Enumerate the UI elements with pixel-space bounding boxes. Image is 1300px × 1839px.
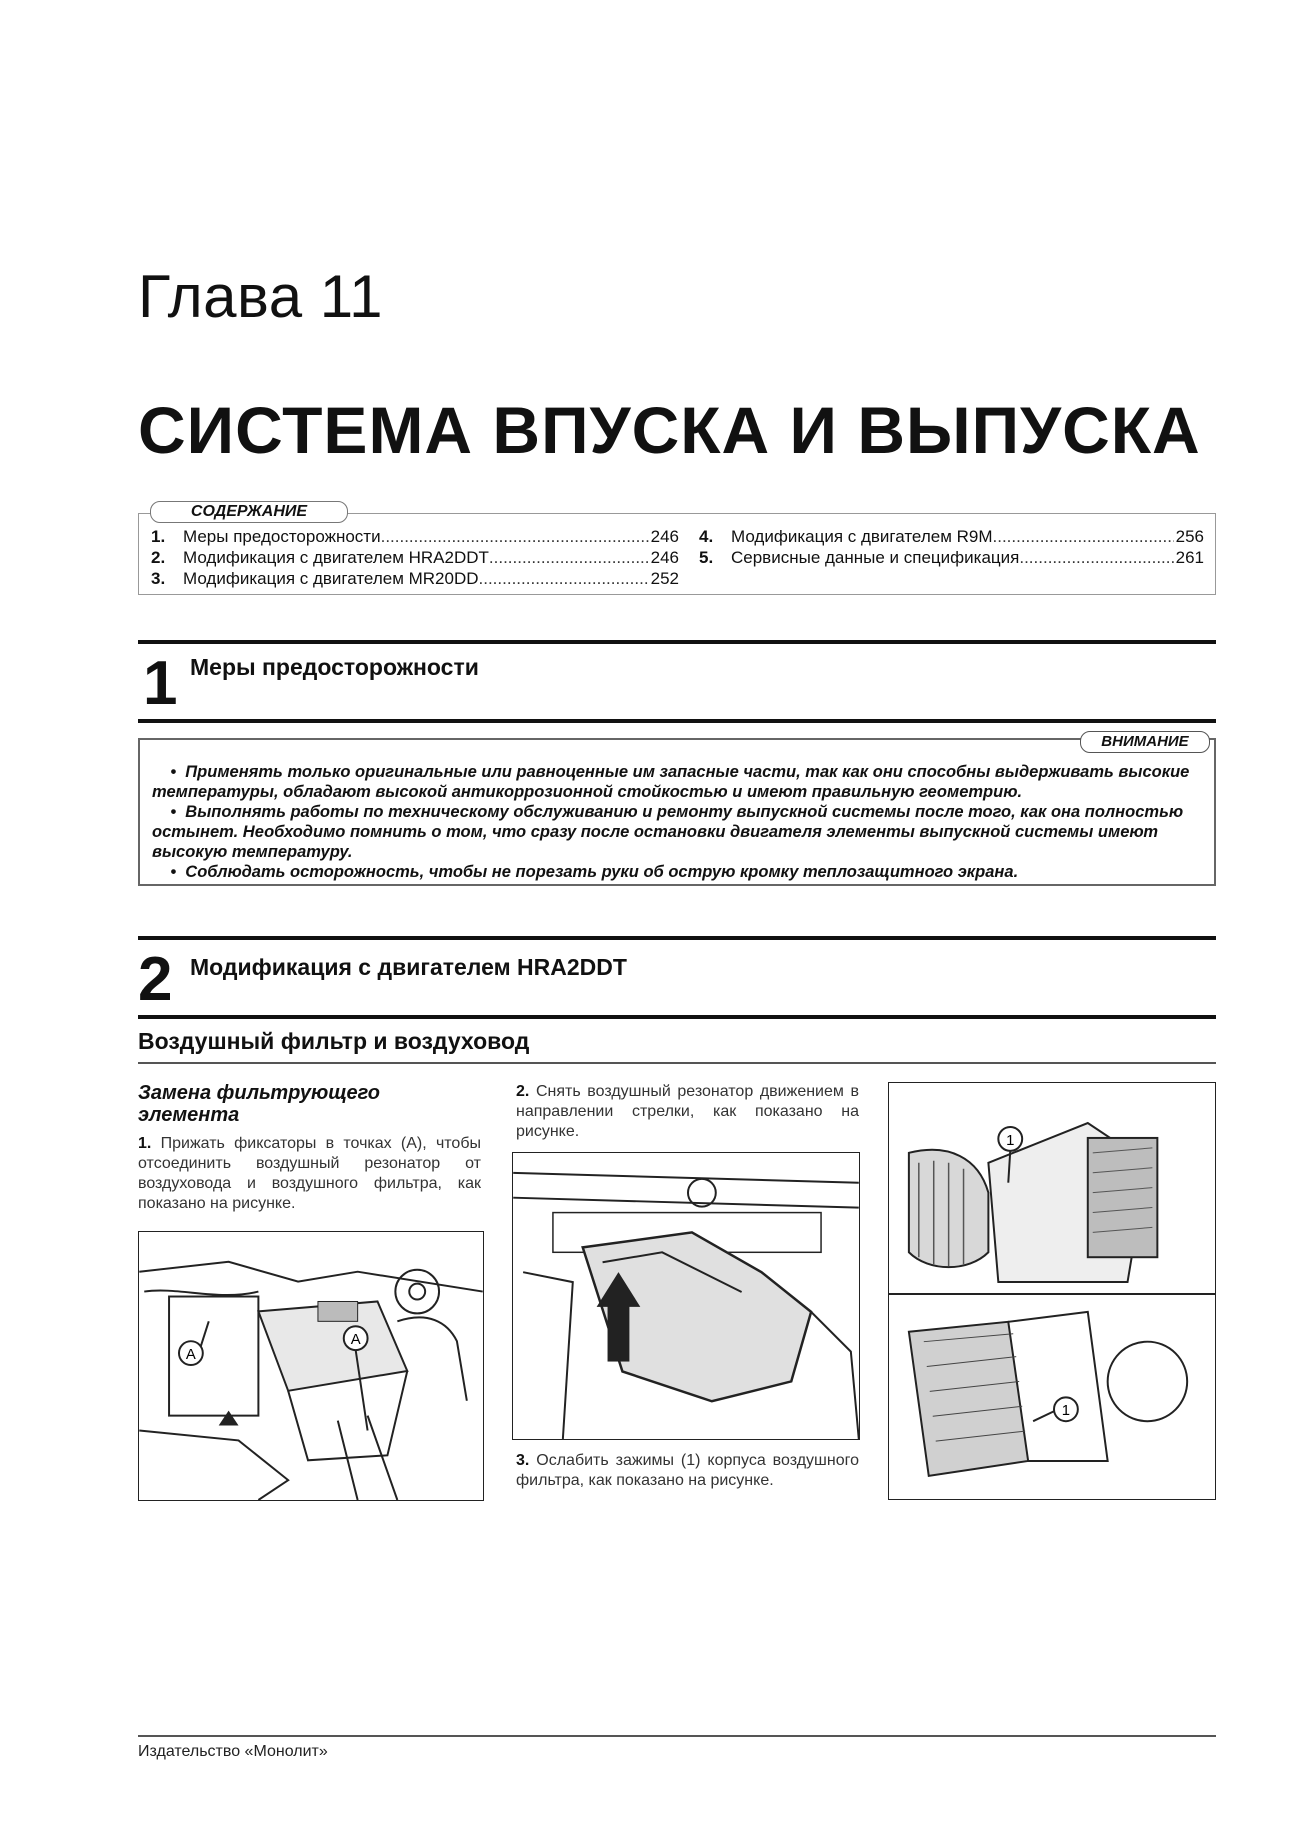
step-1: 1. Прижать фиксаторы в точках (А), чтобы отсоединить воздушный резонатор от воздуховода и воздушного фильтра, как показано на рисунке. bbox=[138, 1135, 481, 1212]
toc-item[interactable]: 3. Модификация с двигателем MR20DD ..... 252 bbox=[151, 568, 679, 589]
toc-column-right bbox=[699, 526, 1204, 568]
toc-item[interactable]: 5. Сервисные данные и спецификация ..... 261 bbox=[699, 547, 1204, 568]
section-title: Модификация с двигателем HRA2DDT bbox=[190, 954, 627, 980]
subsection-rule bbox=[138, 1062, 1216, 1064]
callout-1-label: 1 bbox=[1006, 1132, 1015, 1149]
footer-rule bbox=[138, 1735, 1216, 1737]
section-number: 2 bbox=[138, 945, 173, 1014]
figure-resonator-clips bbox=[138, 1231, 484, 1501]
section-rule bbox=[138, 1015, 1216, 1019]
callout-a-label: A bbox=[185, 1347, 196, 1364]
section-number: 1 bbox=[143, 649, 178, 718]
figure-drawing bbox=[139, 1232, 483, 1500]
toc-item[interactable]: 2. Модификация с двигателем HRA2DDT ..... 246 bbox=[151, 547, 679, 568]
chapter-number: Глава 11 bbox=[138, 263, 384, 330]
warning-item: Выполнять работы по техническому обслуживанию и ремонту выпускной системы после того, как она полностью остынет. Необходимо помнить о том, что сразу после остановки двигателя элементы выпускной системы имеют высокую температуру. bbox=[152, 803, 1184, 861]
callout-a-label: A bbox=[350, 1332, 361, 1349]
section-title: Меры предосторожности bbox=[190, 654, 479, 680]
section-rule bbox=[138, 640, 1216, 644]
warning-text: • Применять только оригинальные или равноценные им запасные части, так как они способны выдерживать высокие температуры, обладают высокой антикоррозионной стойкостью и имеют правильную геометрию. • Выполнять работы по техническому обслуживанию и ремонту выпускной системы после того, как она полностью остынет. Необходимо помнить о том, что сразу после остановки двигателя элементы выпускной системы имеют высокую температуру. • Соблюдать осторожность, чтобы не порезать руки об острую кромку теплозащитного экрана. bbox=[152, 763, 1190, 881]
figure-resonator-removal bbox=[512, 1152, 860, 1440]
chapter-title: СИСТЕМА ВПУСКА И ВЫПУСКА bbox=[138, 393, 1201, 467]
section-rule bbox=[138, 719, 1216, 723]
procedure-heading: Замена фильтрующего элемента bbox=[138, 1082, 381, 1126]
callout-1-label: 1 bbox=[1061, 1403, 1071, 1420]
figure-drawing bbox=[889, 1083, 1215, 1499]
warning-box bbox=[138, 738, 1216, 886]
warning-item: Применять только оригинальные или равноценные им запасные части, так как они способны выдерживать высокие температуры, обладают высокой антикоррозионной стойкостью и имеют правильную геометрию. bbox=[152, 763, 1190, 801]
step-2: 2. Снять воздушный резонатор движением в направлении стрелки, как показано на рисунке. bbox=[516, 1083, 859, 1140]
section-rule bbox=[138, 936, 1216, 940]
warning-label: ВНИМАНИЕ bbox=[1080, 731, 1210, 753]
figure-airbox-clamps bbox=[888, 1082, 1216, 1500]
publisher-footer: Издательство «Монолит» bbox=[138, 1743, 328, 1760]
toc-item[interactable]: 4. Модификация с двигателем R9M ..... 256 bbox=[699, 526, 1204, 547]
subsection-title: Воздушный фильтр и воздуховод bbox=[138, 1028, 530, 1054]
toc-column-left bbox=[151, 526, 679, 589]
toc-item[interactable]: 1. Меры предосторожности ..... 246 bbox=[151, 526, 679, 547]
toc-box bbox=[138, 513, 1216, 595]
step-3: 3. Ослабить зажимы (1) корпуса воздушного фильтра, как показано на рисунке. bbox=[516, 1452, 859, 1489]
figure-drawing bbox=[513, 1153, 859, 1439]
toc-label: СОДЕРЖАНИЕ bbox=[150, 501, 348, 523]
warning-item: Соблюдать осторожность, чтобы не порезать руки об острую кромку теплозащитного экрана. bbox=[185, 863, 1019, 881]
